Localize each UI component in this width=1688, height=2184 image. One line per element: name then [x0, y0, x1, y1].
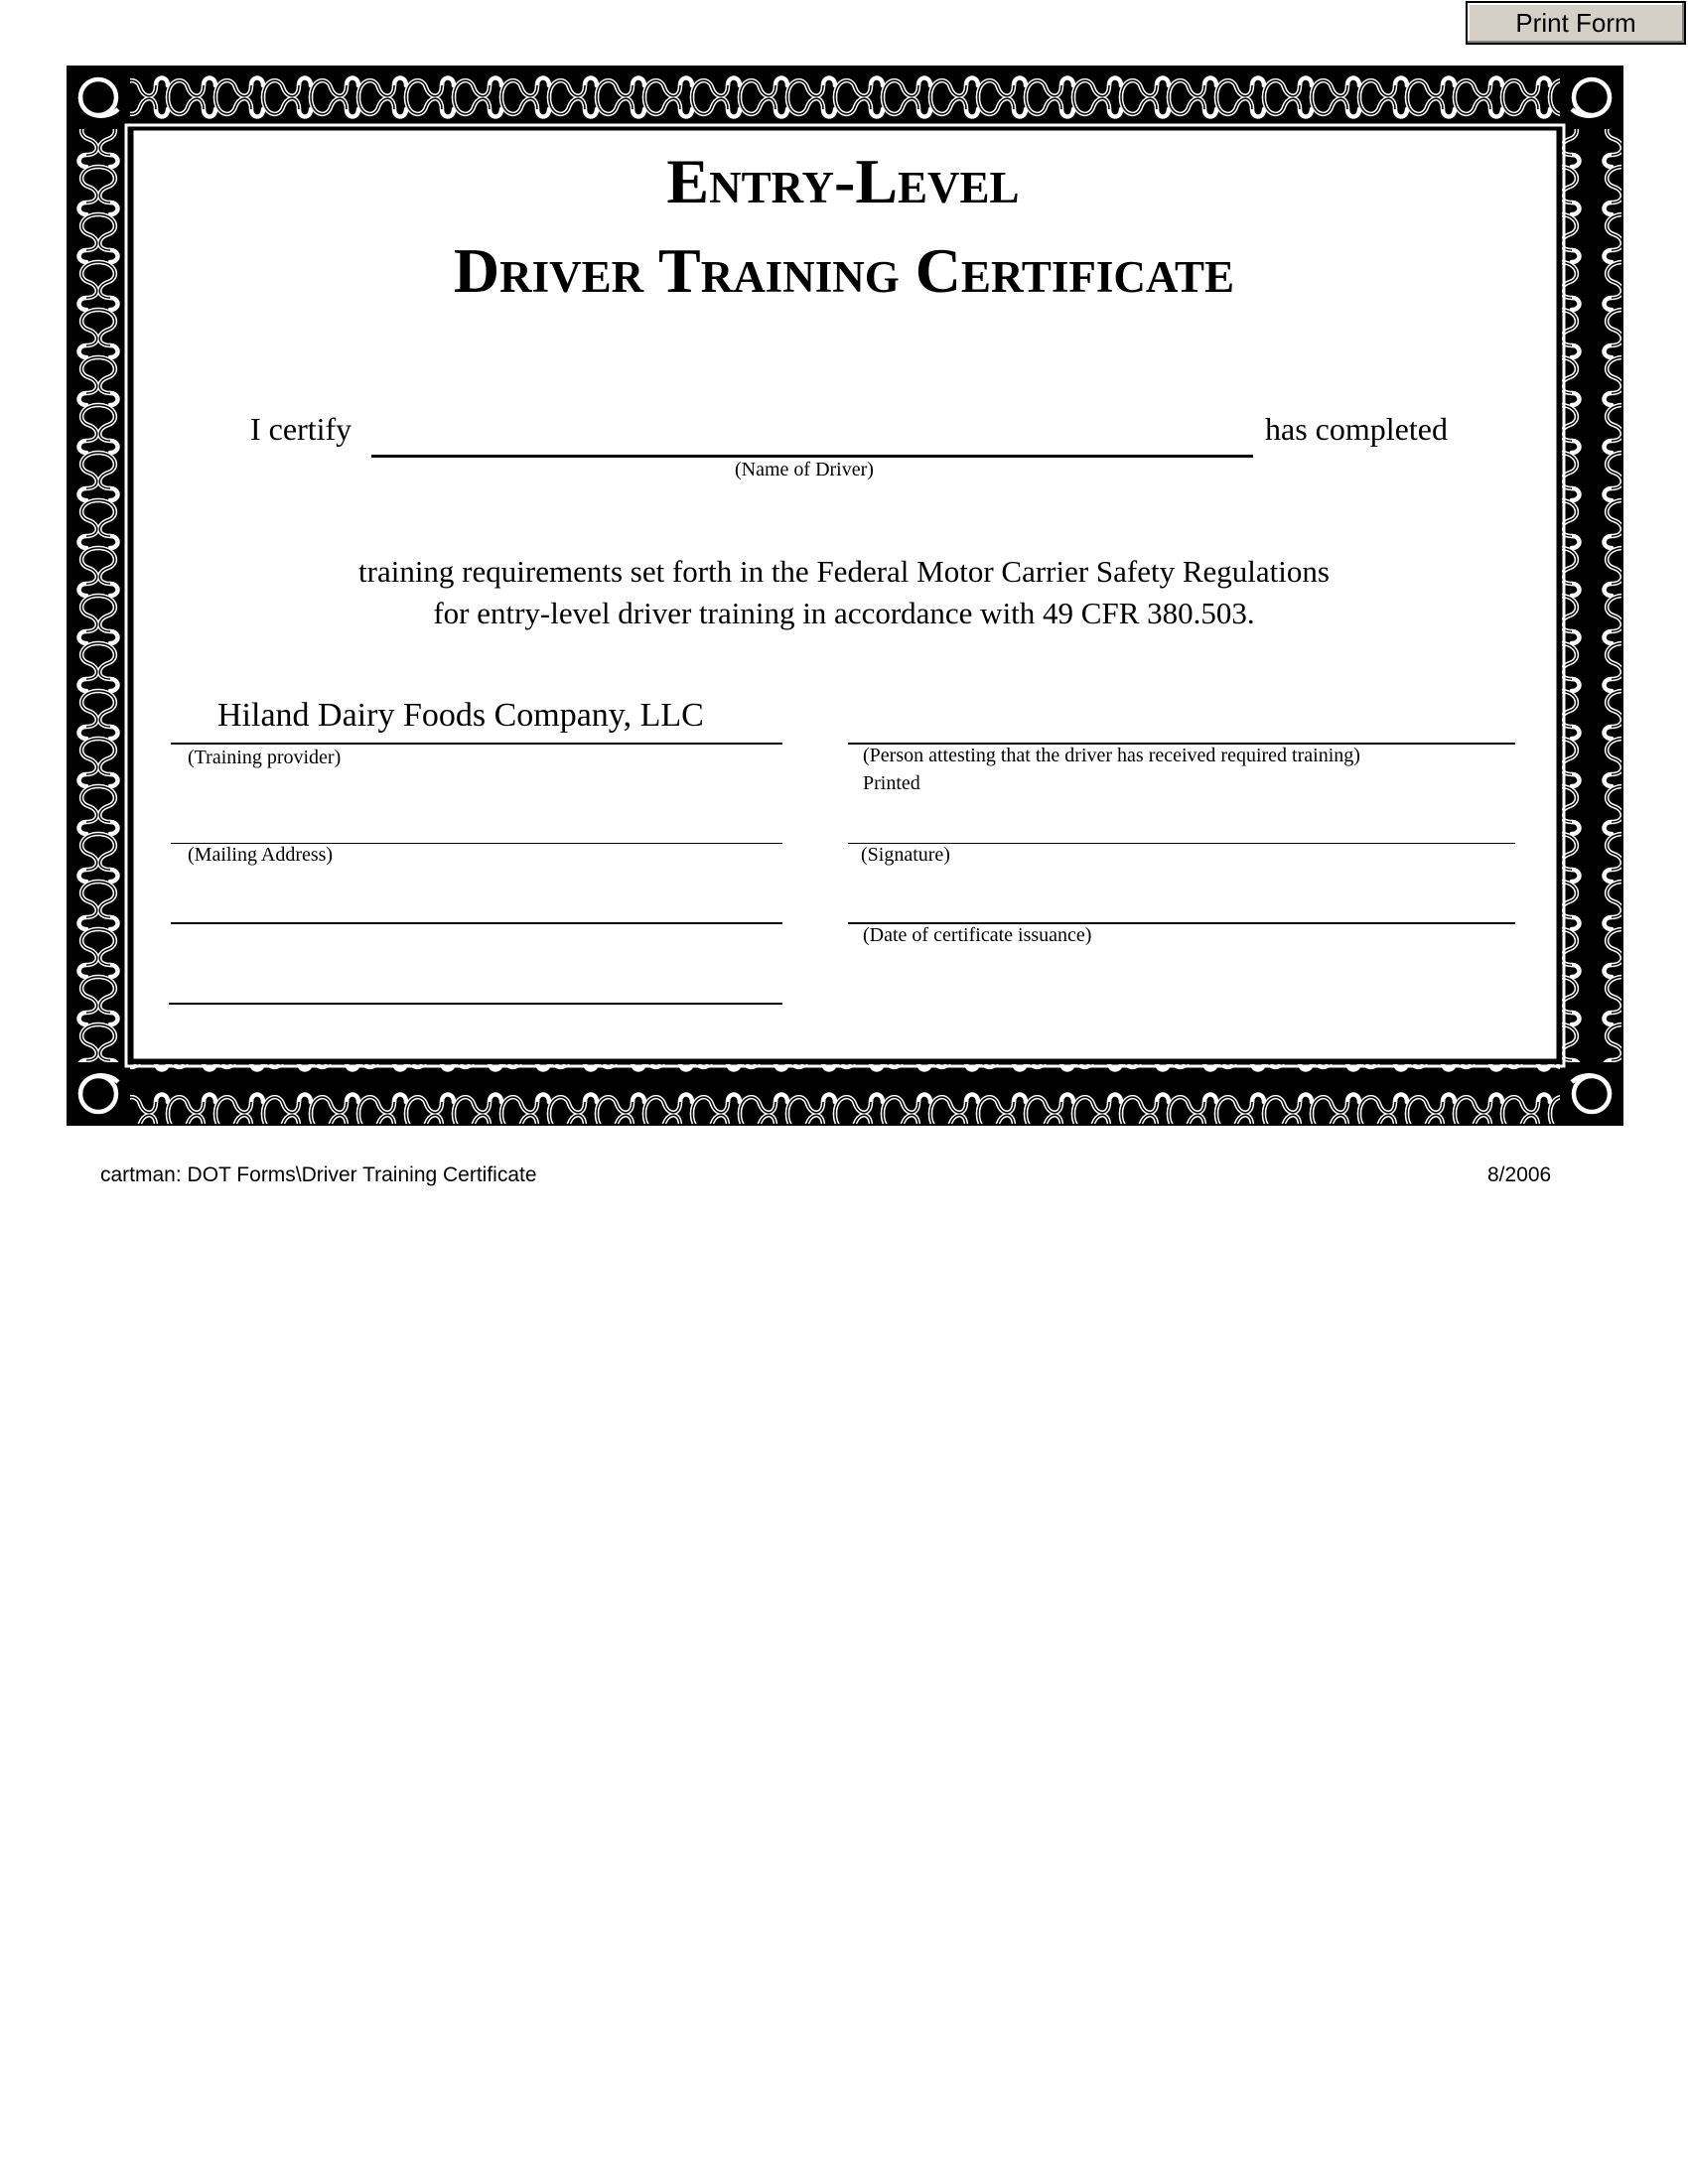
- print-form-button[interactable]: Print Form: [1466, 1, 1686, 45]
- signature-label: (Signature): [861, 844, 950, 866]
- footer-path: cartman: DOT Forms\Driver Training Certificate: [100, 1163, 537, 1186]
- training-provider-value[interactable]: Hiland Dairy Foods Company, LLC: [217, 697, 704, 734]
- footer-date: 8/2006: [1487, 1163, 1552, 1186]
- attesting-person-sublabel: Printed: [863, 772, 920, 794]
- mailing-address-label: (Mailing Address): [188, 844, 334, 866]
- driver-name-field[interactable]: [371, 455, 1253, 458]
- statement-line2: for entry-level driver training in accordance with 49 CFR 380.503.: [433, 596, 1255, 630]
- certify-suffix: has completed: [1265, 411, 1448, 447]
- attesting-person-label: (Person attesting that the driver has received required training): [863, 745, 1360, 766]
- mailing-address-line3-field[interactable]: [169, 1003, 782, 1005]
- driver-name-label: (Name of Driver): [735, 459, 874, 480]
- statement-line1: training requirements set forth in the Federal Motor Carrier Safety Regulations: [358, 554, 1330, 589]
- certificate-title-line1: Entry-Level: [666, 146, 1020, 216]
- certificate-title-line2: Driver Training Certificate: [453, 235, 1235, 306]
- training-provider-label: (Training provider): [188, 747, 342, 768]
- training-provider-field[interactable]: [171, 743, 782, 745]
- date-issuance-label: (Date of certificate issuance): [863, 924, 1092, 946]
- mailing-address-line2-field[interactable]: [171, 922, 782, 924]
- certify-prefix: I certify: [250, 411, 352, 447]
